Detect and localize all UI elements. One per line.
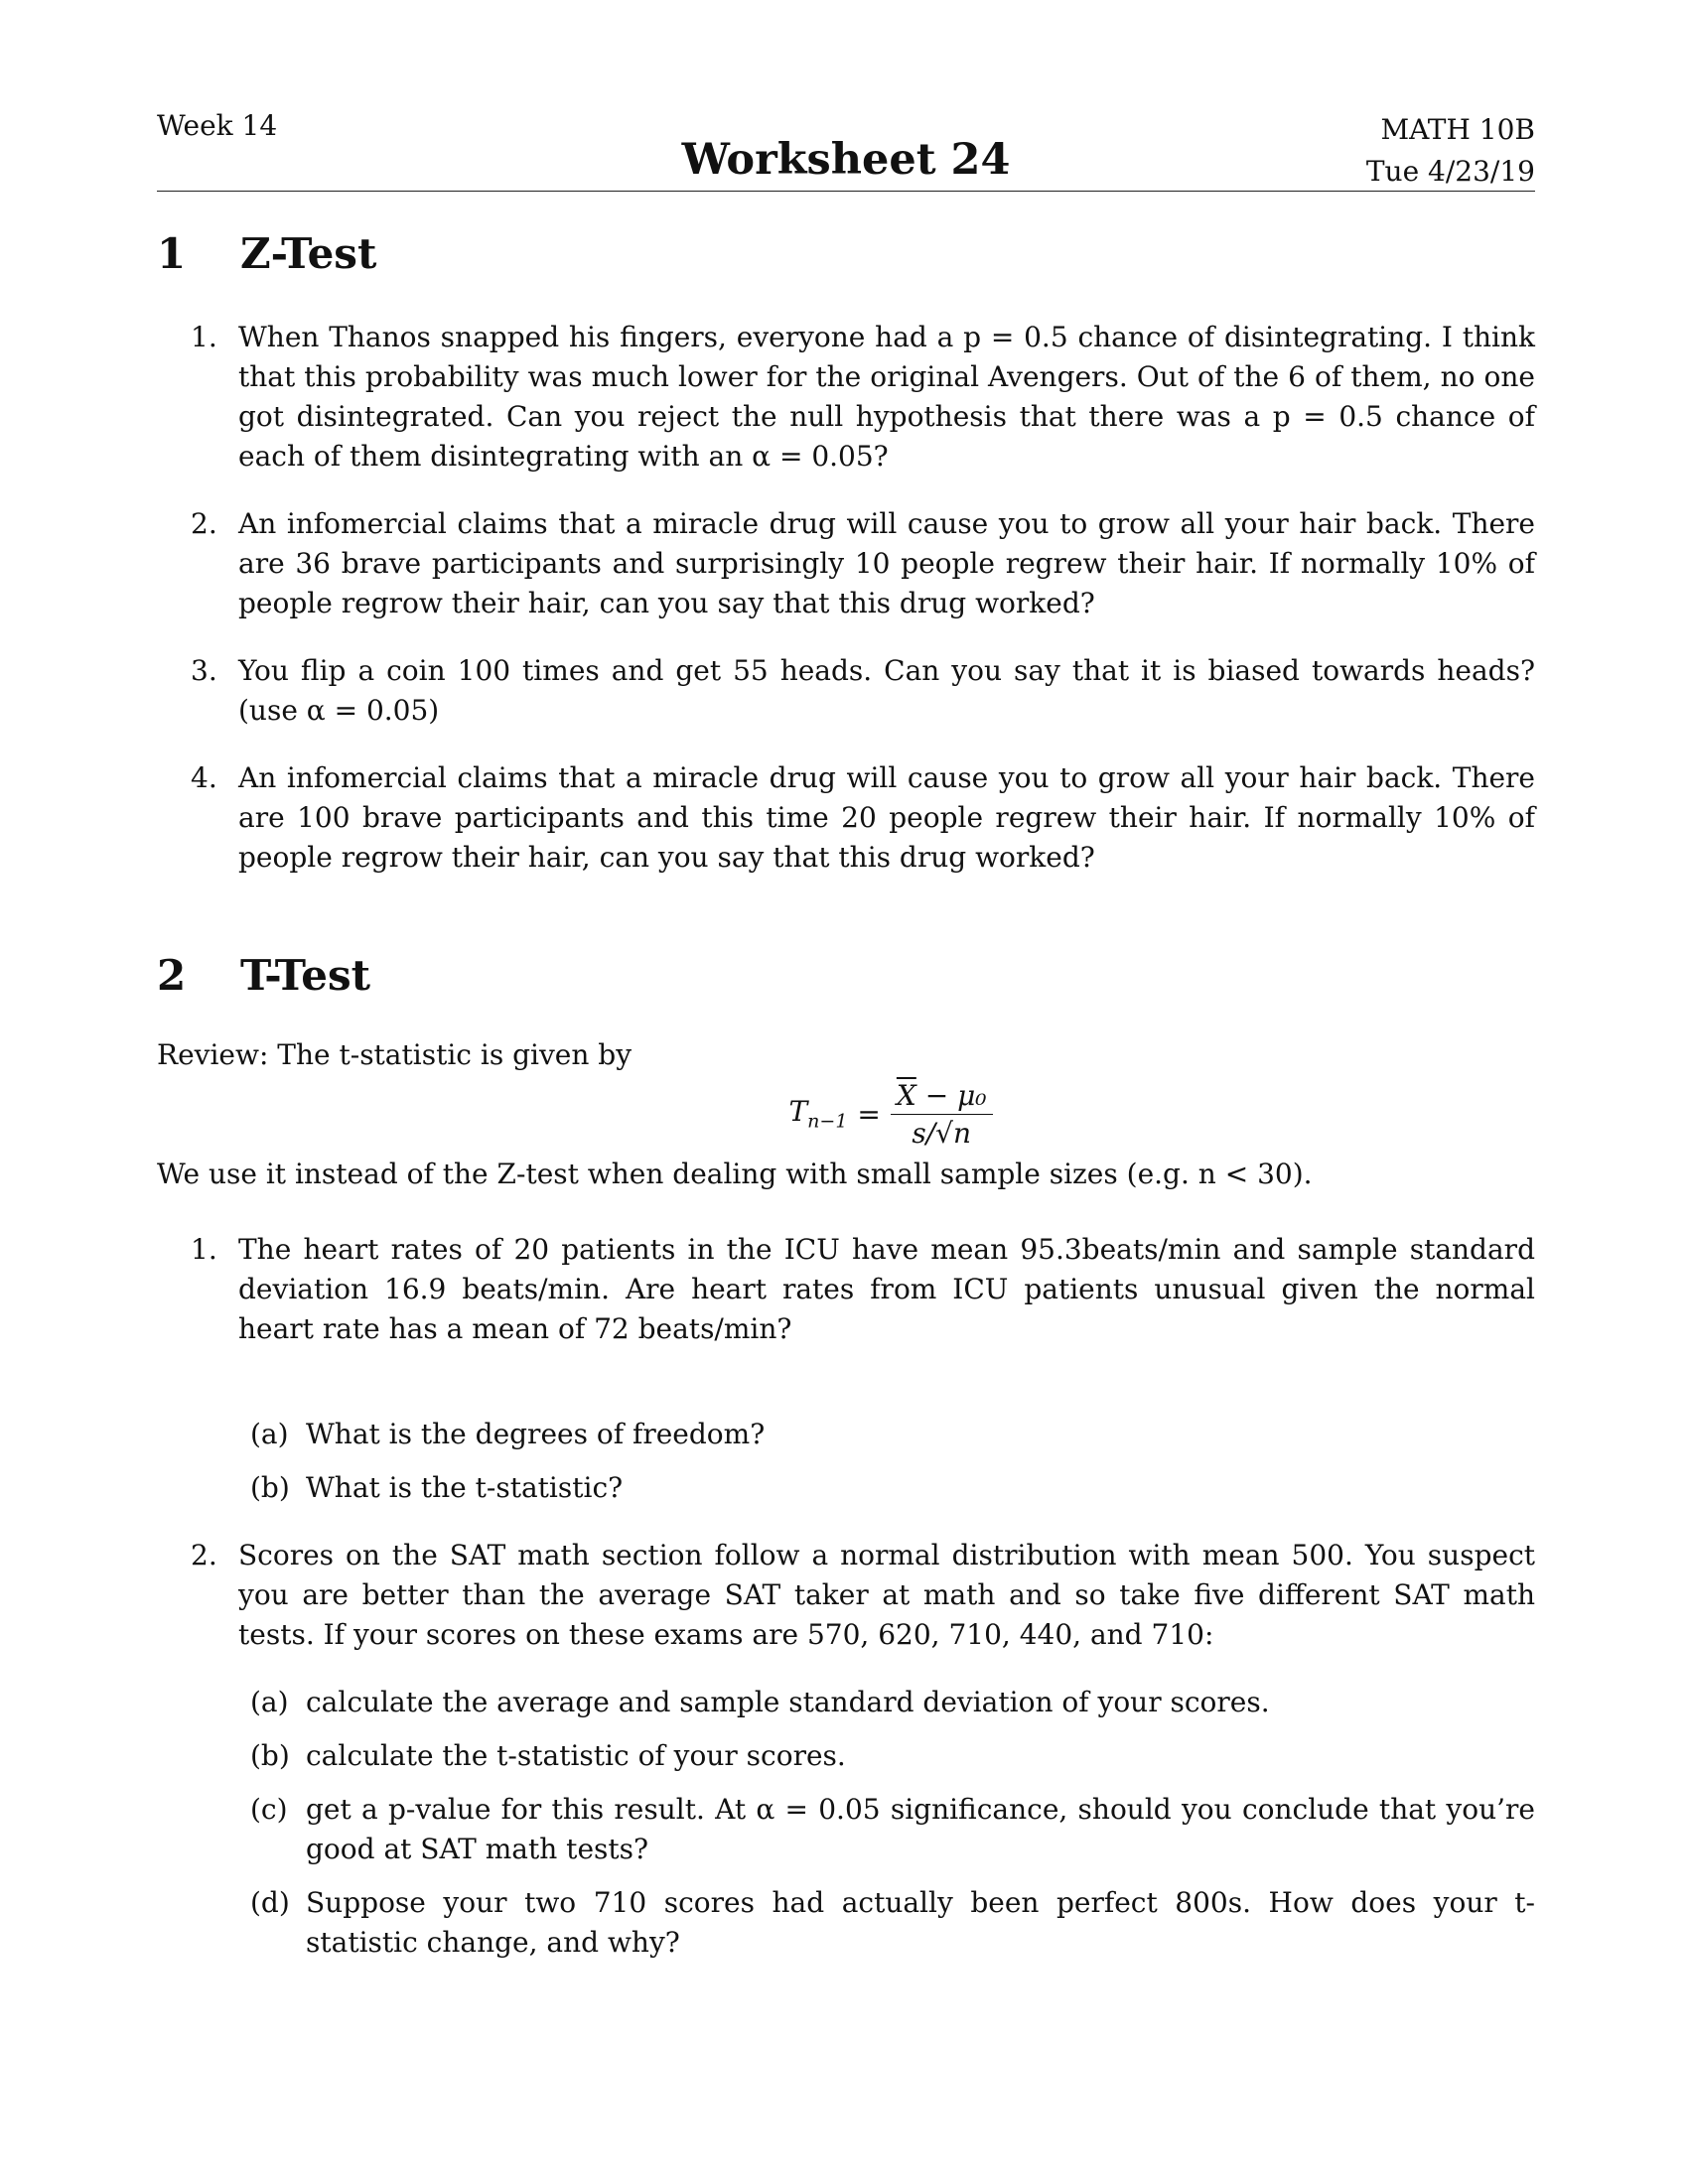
course-name: MATH 10B [1380, 113, 1535, 146]
problem-number: 1. [191, 321, 217, 353]
problem-number: 3. [191, 654, 217, 687]
problem-item [157, 504, 1535, 623]
subpart-label: (a) [250, 1686, 289, 1718]
subpart-label: (b) [250, 1739, 290, 1772]
section-heading-t-test [157, 951, 1535, 1000]
worksheet-page [157, 105, 1535, 1963]
course-info [1366, 109, 1535, 193]
problem-number: 1. [191, 1233, 217, 1266]
subpart-label: (d) [250, 1886, 290, 1919]
problem-item [157, 318, 1535, 477]
z-test-problem-list [157, 318, 1535, 878]
subpart-item [238, 1790, 1535, 1869]
formula-minus-mu: − μ₀ [915, 1078, 987, 1112]
problem-item [157, 651, 1535, 731]
week-label: Week 14 [157, 109, 278, 142]
section-heading-z-test [157, 229, 1535, 278]
subpart-text: calculate the average and sample standard deviation of your scores. [306, 1686, 1270, 1718]
problem-text: Scores on the SAT math section follow a normal distribution with mean 500. You suspect you are better than the average SAT taker at math and so take five different SAT math tests. If your scores on these exams are 570, 620, 710, 440, and 710: [238, 1539, 1535, 1651]
subpart-text: get a p-value for this result. At α = 0.05 significance, should you conclude that you’re good at SAT math tests? [306, 1793, 1535, 1865]
subpart-list [238, 1683, 1535, 1963]
formula-lhs [788, 1095, 847, 1133]
subpart-list [238, 1415, 1535, 1508]
problem-text: An infomercial claims that a miracle drug will cause you to grow all your hair back. There are 100 brave participants and this time 20 people regrew their hair. If normally 10% of people regrow their hair, can you say that this drug worked? [238, 761, 1535, 874]
subpart-text: What is the degrees of freedom? [306, 1418, 766, 1450]
problem-number: 4. [191, 761, 217, 794]
formula-equals: = [857, 1097, 881, 1131]
review-text: Review: The t-statistic is given by [157, 1038, 633, 1071]
problem-text: When Thanos snapped his fingers, everyone had a p = 0.5 chance of disintegrating. I think that this probability was much lower for the original Avengers. Out of the 6 of them, no one got disintegrated. Can you reject the null hypothesis that there was a p = 0.5 chance of each of them disintegrating with an α = 0.05? [238, 321, 1535, 473]
subpart-item [238, 1736, 1535, 1776]
subpart-text: calculate the t-statistic of your scores. [306, 1739, 846, 1772]
subpart-item [238, 1683, 1535, 1722]
page-header [157, 105, 1535, 192]
usage-text: We use it instead of the Z-test when dealing with small sample sizes (e.g. n < 30). [157, 1158, 1313, 1190]
problem-text: The heart rates of 20 patients in the ICU have mean 95.3beats/min and sample standard deviation 16.9 beats/min. Are heart rates from ICU patients unusual given the normal heart rate has a mean of 72 beats/min? [238, 1233, 1535, 1345]
problem-number: 2. [191, 507, 217, 540]
section-title: Z-Test [240, 229, 377, 278]
subpart-label: (c) [250, 1793, 288, 1826]
formula-numerator [891, 1079, 993, 1115]
t-statistic-formula [246, 1075, 1535, 1153]
subpart-item [238, 1468, 1535, 1508]
problem-item [157, 1536, 1535, 1963]
subpart-item [238, 1883, 1535, 1963]
subpart-label: (a) [250, 1418, 289, 1450]
subpart-text: What is the t-statistic? [306, 1471, 624, 1504]
subpart-item [238, 1415, 1535, 1454]
worksheet-title: Worksheet 24 [681, 135, 1011, 185]
problem-text: An infomercial claims that a miracle drug will cause you to grow all your hair back. There are 36 brave participants and surprisingly 10 people regrew their hair. If normally 10% of people regrow their hair, can you say that this drug worked? [238, 507, 1535, 619]
problem-item [157, 758, 1535, 878]
section-number: 1 [157, 229, 187, 278]
worksheet-date: Tue 4/23/19 [1365, 155, 1535, 188]
formula-variable: T [788, 1095, 808, 1129]
problem-item [157, 1230, 1535, 1508]
subpart-label: (b) [250, 1471, 290, 1504]
problem-text: You flip a coin 100 times and get 55 heads. Can you say that it is biased towards heads? (use α = 0.05) [238, 654, 1535, 727]
formula-denominator: s/√n [912, 1116, 972, 1150]
t-test-problem-list [157, 1230, 1535, 1963]
section-number: 2 [157, 951, 187, 1000]
subpart-text: Suppose your two 710 scores had actually been perfect 800s. How does your t-statistic change, and why? [306, 1886, 1535, 1959]
formula-sample-mean: $\overline{X}$ [896, 1078, 916, 1112]
problem-number: 2. [191, 1539, 217, 1571]
formula-subscript: n−1 [807, 1110, 848, 1133]
section-title: T-Test [240, 951, 370, 1000]
formula-fraction [891, 1079, 993, 1150]
